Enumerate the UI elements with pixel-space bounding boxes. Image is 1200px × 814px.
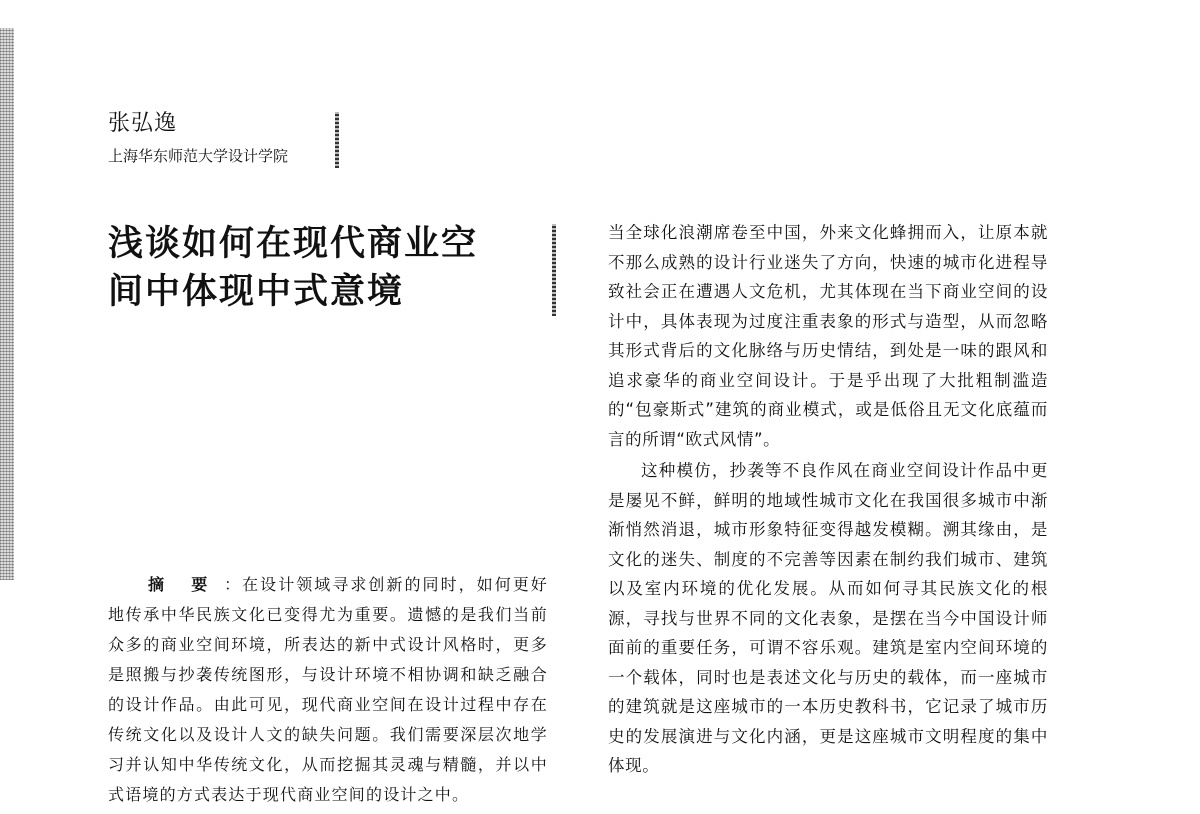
abstract-separator: ： [224,575,243,594]
body-paragraph-2: 这种模仿，抄袭等不良作风在商业空间设计作品中更是屡见不鲜，鲜明的地域性城市文化在我国很多城市中渐渐悄然消退，城市形象特征变得越发模糊。溯其缘由，是文化的迷失、制度的不完善等因素在制约我们城市、建筑以及室内环境的优化发展。从而如何寻其民族文化的根源，寻找与世界不同的文化表象，是摆在当今中国设计师面前的重要任务，可谓不容乐观。建筑是室内空间环境的一个载体，同时也是表述文化与历史的载体，而一座城市的建筑就是这座城市的一本历史教科书，它记录了城市历史的发展演进与文化内涵，更是这座城市文明程度的集中体现。 [608,461,1048,775]
title-line-2: 间中体现中式意境 [108,272,405,312]
article-title [108,220,548,316]
body-paragraph-1: 当全球化浪潮席卷至中国，外来文化蜂拥而入，让原本就不那么成熟的设计行业迷失了方向，快速的城市化进程导致社会正在遭遇人文危机，尤其体现在当下商业空间的设计中，具体表现为过度注重表象的形式与造型，从而忽略其形式背后的文化脉络与历史情结，到处是一味的跟风和追求豪华的商业空间设计。于是乎出现了大批粗制滥造的“包豪斯式”建筑的商业模式，或是低俗且无文化底蕴而言的所谓“欧式风情”。 [608,223,1048,449]
scan-edge-strip [0,28,14,580]
body-column [608,218,1048,781]
title-divider [552,224,556,316]
title-line-1: 浅谈如何在现代商业空 [108,224,479,264]
author-block [108,110,288,168]
abstract-text: 在设计领域寻求创新的同时，如何更好地传承中华民族文化已变得尤为重要。遗憾的是我们当前众多的商业空间环境，所表达的新中式设计风格时，更多是照搬与抄袭传统图形，与设计环境不相协调和缺乏融合的设计作品。由此可见，现代商业空间在设计过程中存在传统文化以及设计人文的缺失问题。我们需要深层次地学习并认知中华传统文化，从而挖掘其灵魂与精髓，并以中式语境的方式表达于现代商业空间的设计之中。 [108,575,548,804]
author-divider [335,112,339,168]
author-affiliation: 上海华东师范大学设计学院 [108,147,289,165]
author-name: 张弘逸 [108,111,178,136]
abstract-label: 摘 要 [148,575,219,594]
abstract [108,570,548,810]
